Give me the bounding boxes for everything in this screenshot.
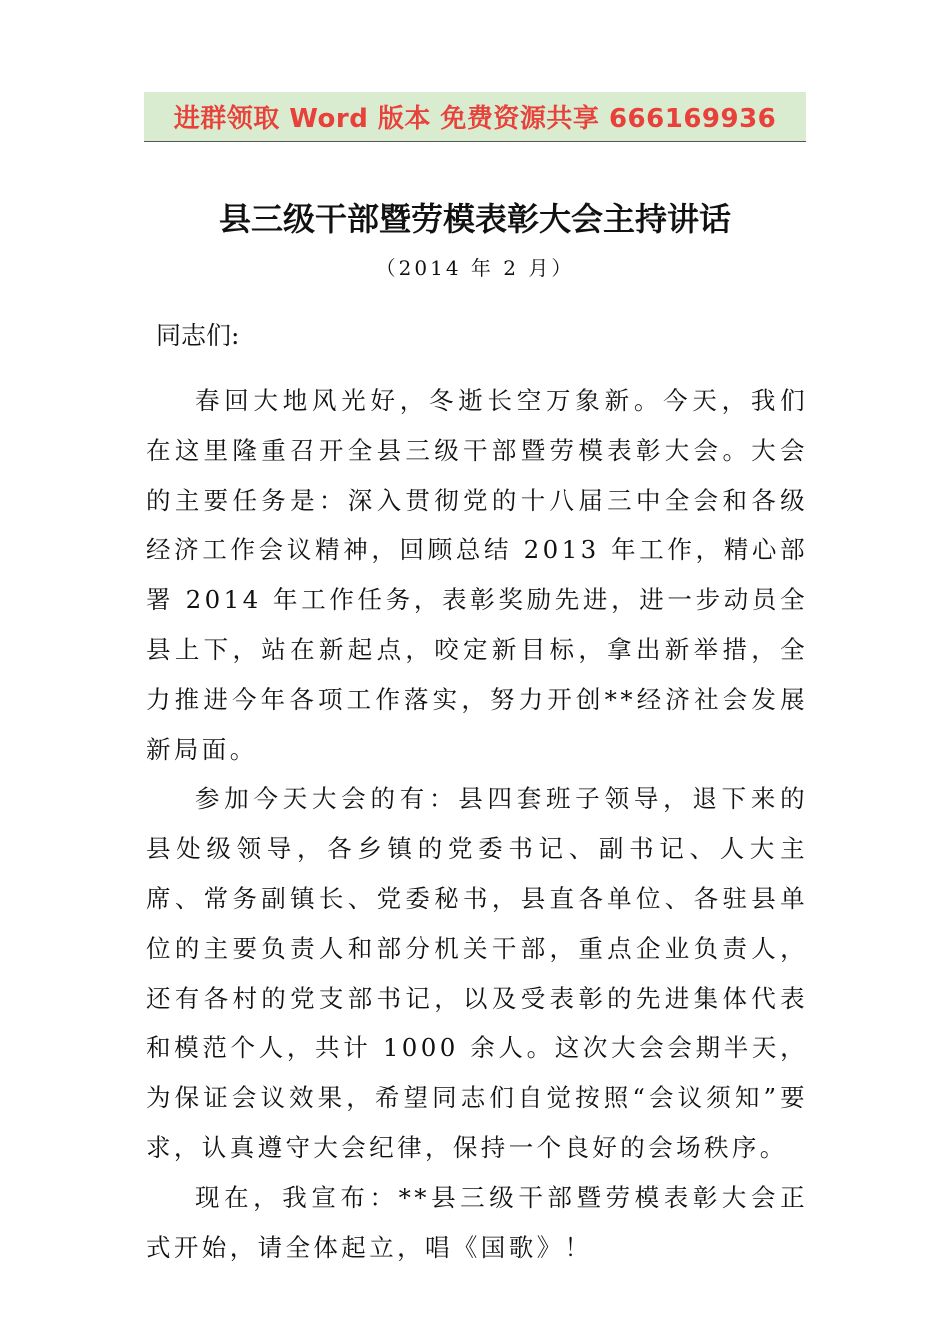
paragraph-announcement: 现在，我宣布：**县三级干部暨劳模表彰大会正式开始，请全体起立，唱《国歌》！ <box>146 1182 808 1262</box>
promo-banner <box>144 92 806 142</box>
document-date: （2014 年 2 月） <box>375 256 575 280</box>
promo-banner-text: 进群领取 Word 版本 免费资源共享 666169936 <box>173 104 777 134</box>
paragraph-attendees: 参加今天大会的有：县四套班子领导，退下来的县处级领导，各乡镇的党委书记、副书记、人大主席、常务副镇长、党委秘书，县直各单位、各驻县单位的主要负责人和部分机关干部，重点企业负责人，还有各村的党支部书记，以及受表彰的先进集体代表和模范个人，共计 1000 余人。这次大会会期半天，为保证会议效果，希望同志们自觉按照“会议须知”要求，认真遵守大会纪律，保持一个良好的会场秩序。 <box>146 784 808 1162</box>
document-body <box>146 314 808 1272</box>
document-title: 县三级干部暨劳模表彰大会主持讲话 <box>218 200 731 238</box>
paragraph-opening: 春回大地风光好，冬逝长空万象新。今天，我们在这里隆重召开全县三级干部暨劳模表彰大会。大会的主要任务是：深入贯彻党的十八届三中全会和各级经济工作会议精神，回顾总结 2013 年工作，精心部署 2014 年工作任务，表彰奖励先进，进一步动员全县上下，站在新起点，咬定新目标，拿出新举措，全力推进今年各项工作落实，努力开创**经济社会发展新局面。 <box>146 386 808 764</box>
salutation: 同志们: <box>156 321 240 350</box>
